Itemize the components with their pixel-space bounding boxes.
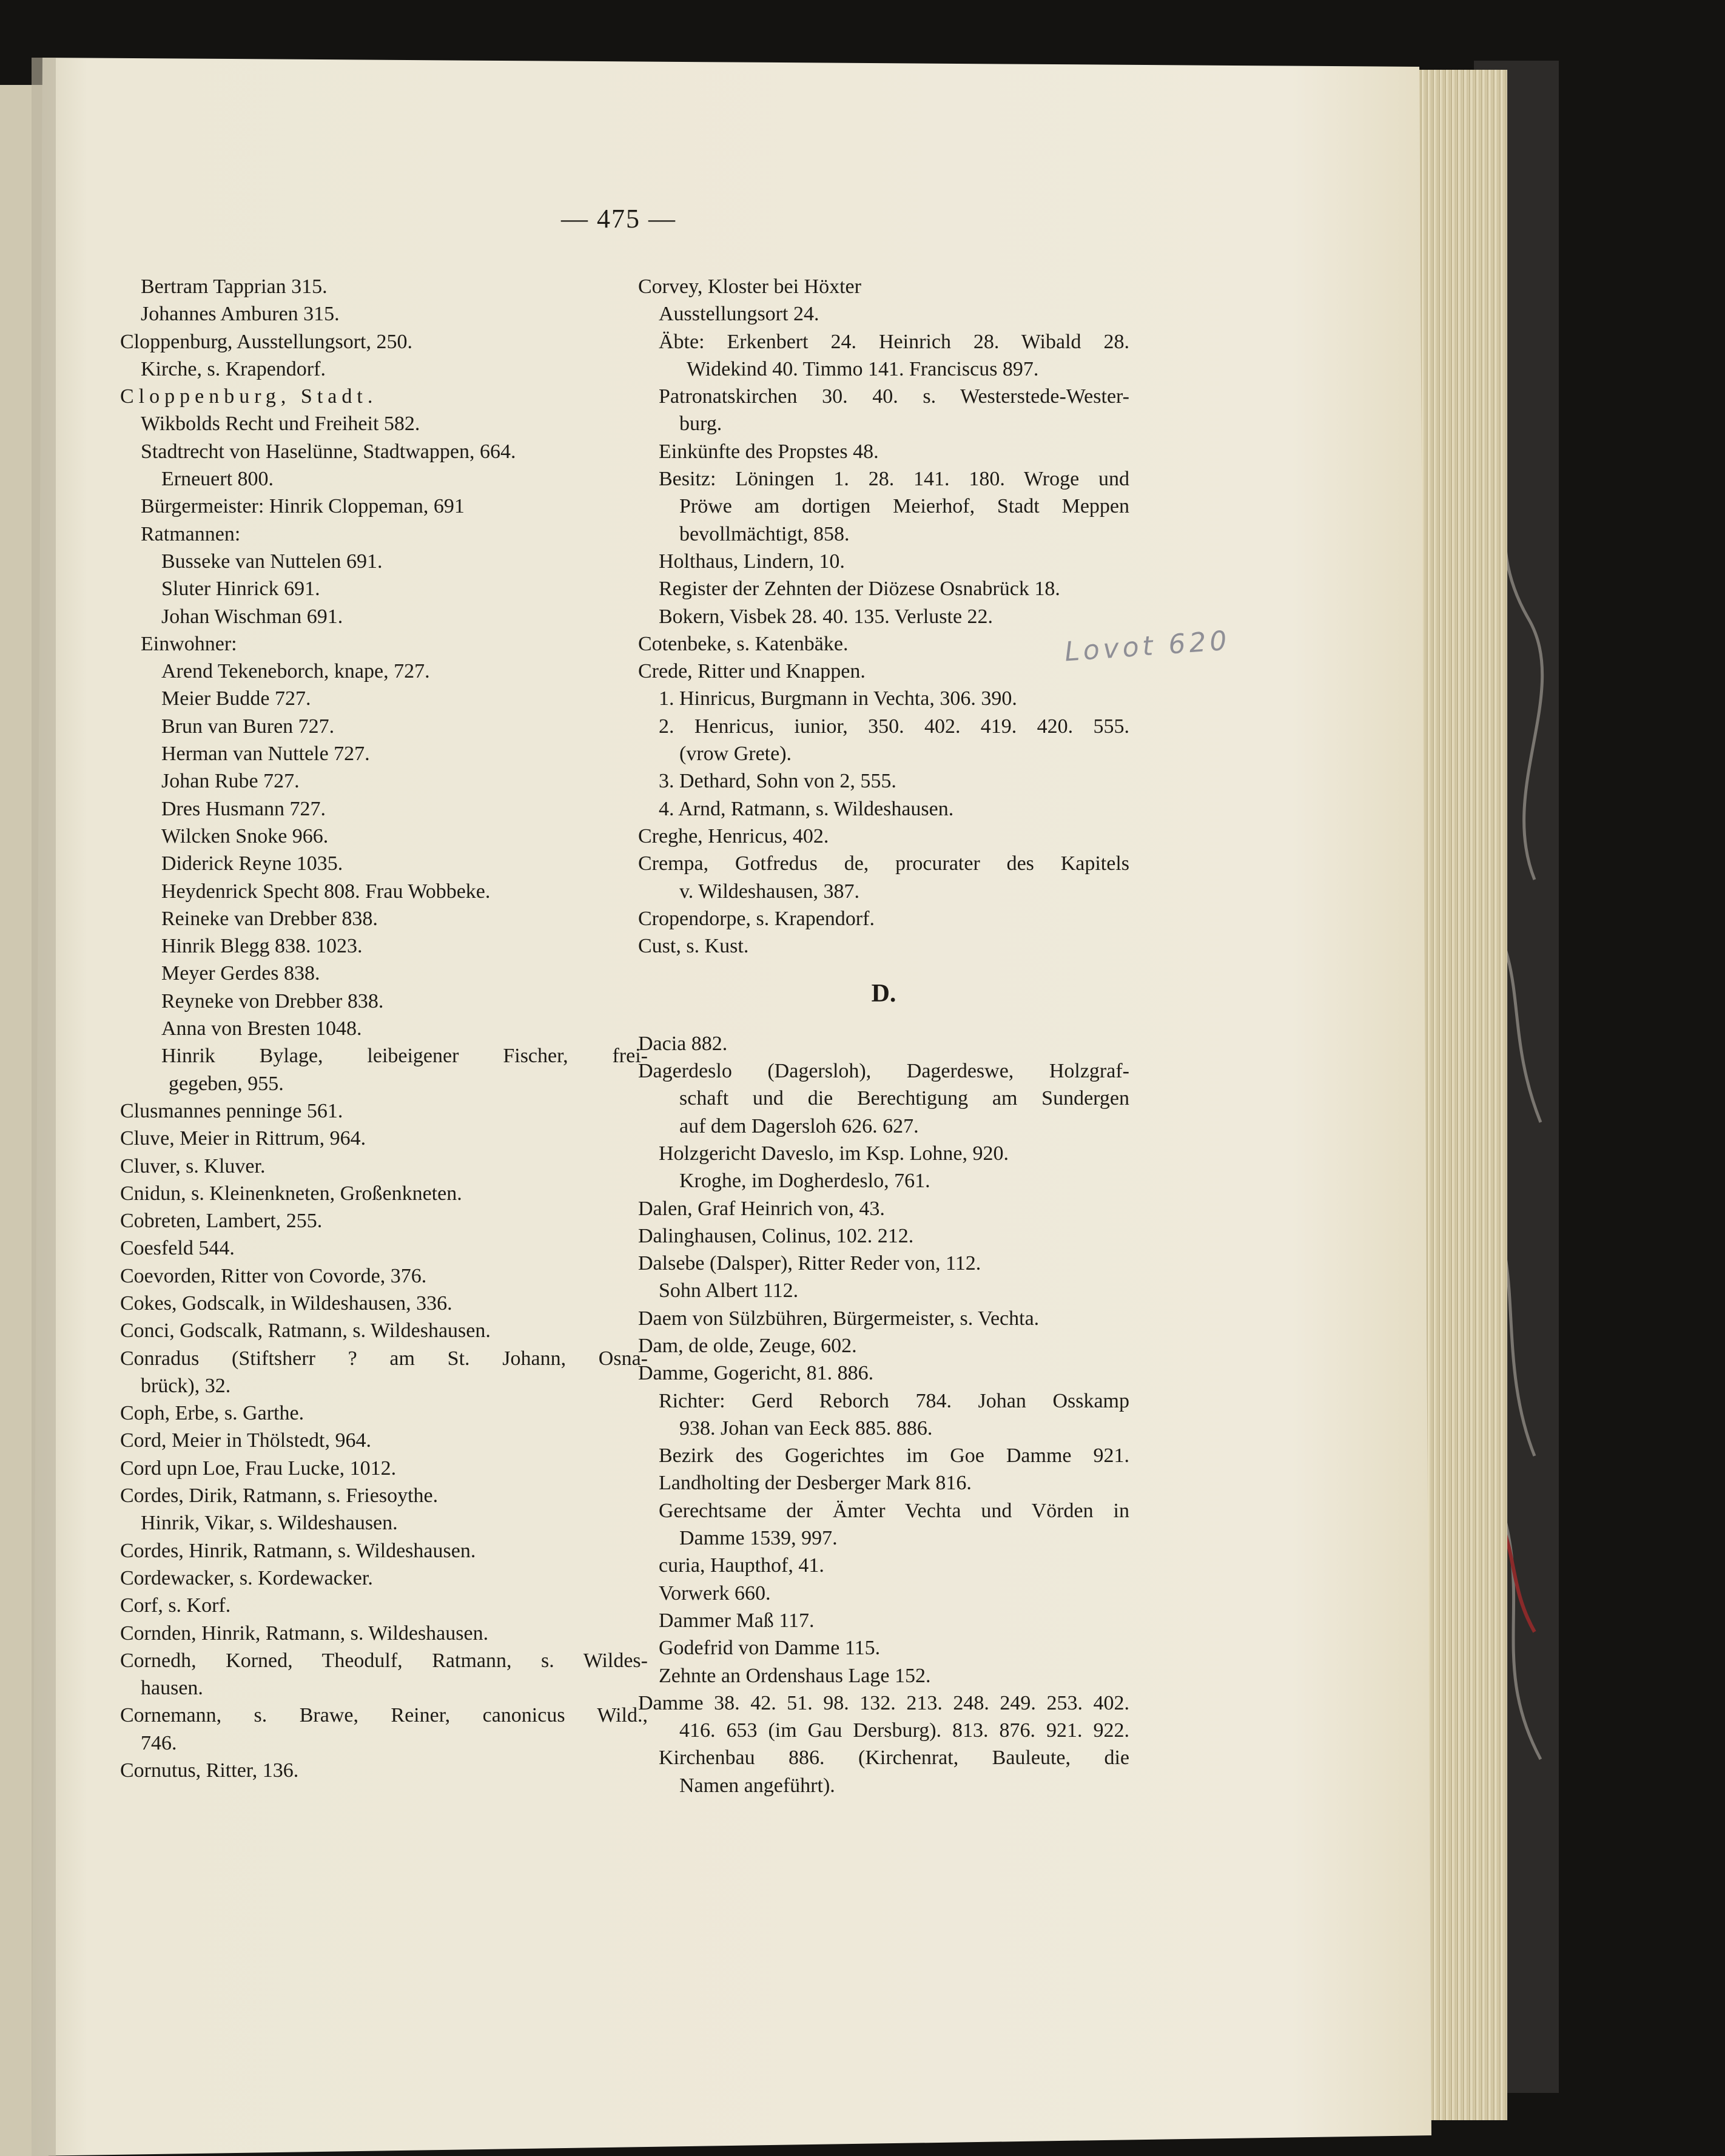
- index-entry: Arend Tekeneborch, knape, 727.: [161, 660, 430, 683]
- index-entry: Daem von Sülzbühren, Bürgermeister, s. Vechta.: [638, 1307, 1040, 1330]
- index-entry: Hinrik Bylage, leibeigener Fischer, frei-: [161, 1045, 648, 1068]
- index-entry: 938. Johan van Eeck 885. 886.: [679, 1417, 933, 1440]
- index-entry: Ratmannen:: [141, 522, 241, 545]
- index-entry: Erneuert 800.: [161, 468, 274, 491]
- index-entry: Dalsebe (Dalsper), Ritter Reder von, 112.: [638, 1252, 981, 1275]
- index-entry: Damme 1539, 997.: [679, 1527, 838, 1550]
- index-entry: Zehnte an Ordenshaus Lage 152.: [659, 1664, 931, 1687]
- index-entry: Widekind 40. Timmo 141. Franciscus 897.: [687, 357, 1039, 380]
- index-entry: burg.: [679, 413, 722, 436]
- index-entry: Busseke van Nuttelen 691.: [161, 550, 383, 573]
- index-entry: Dacia 882.: [638, 1032, 728, 1055]
- index-entry: Corvey, Kloster bei Höxter: [638, 275, 861, 298]
- index-entry: Johannes Amburen 315.: [141, 303, 340, 326]
- index-entry: Gerechtsame der Ämter Vechta und Vörden in: [659, 1499, 1129, 1522]
- index-entry: Cotenbeke, s. Katenbäke.: [638, 632, 849, 655]
- index-entry: gegeben, 955.: [169, 1072, 284, 1095]
- index-entry: Bokern, Visbek 28. 40. 135. Verluste 22.: [659, 605, 994, 628]
- index-entry: bevollmächtigt, 858.: [679, 522, 850, 545]
- index-entry: Godefrid von Damme 115.: [659, 1637, 881, 1660]
- index-entry: Damme, Gogericht, 81. 886.: [638, 1362, 874, 1385]
- section-heading: D.: [871, 980, 896, 1008]
- index-entry: Hinrik, Vikar, s. Wildeshausen.: [141, 1512, 398, 1535]
- index-entry: Bezirk des Gogerichtes im Goe Damme 921.: [659, 1444, 1129, 1467]
- index-entry: Holthaus, Lindern, 10.: [659, 550, 845, 573]
- index-entry: Conradus (Stiftsherr ? am St. Johann, Osna-: [120, 1347, 648, 1370]
- index-entry: Cornedh, Korned, Theodulf, Ratmann, s. Wildes-: [120, 1649, 648, 1672]
- index-entry: Cord, Meier in Thölstedt, 964.: [120, 1429, 371, 1452]
- index-entry: Coph, Erbe, s. Garthe.: [120, 1402, 304, 1425]
- index-entry: Clusmannes penninge 561.: [120, 1099, 343, 1122]
- index-entry: Einwohner:: [141, 632, 237, 655]
- index-entry: Cokes, Godscalk, in Wildeshausen, 336.: [120, 1292, 452, 1315]
- index-entry: Johan Rube 727.: [161, 770, 300, 793]
- index-entry: brück), 32.: [141, 1374, 231, 1397]
- index-entry: Cluver, s. Kluver.: [120, 1154, 266, 1177]
- index-entry: Einkünfte des Propstes 48.: [659, 440, 879, 463]
- index-entry: Anna von Bresten 1048.: [161, 1017, 362, 1040]
- index-entry: curia, Haupthof, 41.: [659, 1554, 824, 1577]
- page-number-header: — 475 —: [561, 204, 676, 234]
- index-entry: Coevorden, Ritter von Covorde, 376.: [120, 1264, 427, 1287]
- index-entry: Cord upn Loe, Frau Lucke, 1012.: [120, 1457, 397, 1480]
- index-entry: Ausstellungsort 24.: [659, 303, 819, 326]
- index-entry: Conci, Godscalk, Ratmann, s. Wildeshausen.: [120, 1319, 491, 1342]
- index-entry: Bertram Tapprian 315.: [141, 275, 328, 298]
- index-entry: Pröwe am dortigen Meierhof, Stadt Meppen: [679, 495, 1129, 518]
- index-entry: Crempa, Gotfredus de, procurater des Kapitels: [638, 852, 1129, 875]
- index-entry: Cobreten, Lambert, 255.: [120, 1210, 323, 1233]
- index-entry: Dam, de olde, Zeuge, 602.: [638, 1334, 857, 1357]
- index-entry: Heydenrick Specht 808. Frau Wobbeke.: [161, 880, 491, 903]
- index-entry: Dres Husmann 727.: [161, 797, 326, 820]
- index-entry: Herman van Nuttele 727.: [161, 743, 370, 766]
- index-entry: Landholting der Desberger Mark 816.: [659, 1472, 972, 1495]
- index-entry: Patronatskirchen 30. 40. s. Westerstede-Wester-: [659, 385, 1129, 408]
- index-entry: Cropendorpe, s. Krapendorf.: [638, 907, 875, 930]
- index-entry: Cloppenburg, Stadt.: [120, 385, 378, 408]
- index-entry: Register der Zehnten der Diözese Osnabrück 18.: [659, 578, 1060, 601]
- index-entry: schaft und die Berechtigung am Sundergen: [679, 1087, 1129, 1110]
- index-entry: 3. Dethard, Sohn von 2, 555.: [659, 770, 896, 793]
- index-entry: 2. Henricus, iunior, 350. 402. 419. 420. 555.: [659, 715, 1129, 738]
- index-entry: Dalinghausen, Colinus, 102. 212.: [638, 1224, 914, 1247]
- index-entry: 1. Hinricus, Burgmann in Vechta, 306. 390.: [659, 687, 1017, 710]
- index-entry: Cluve, Meier in Rittrum, 964.: [120, 1127, 366, 1150]
- index-entry: Besitz: Löningen 1. 28. 141. 180. Wroge und: [659, 468, 1129, 491]
- index-entry: Kirche, s. Krapendorf.: [141, 357, 326, 380]
- index-entry: Cornemann, s. Brawe, Reiner, canonicus Wild.,: [120, 1704, 648, 1727]
- index-entry: Sohn Albert 112.: [659, 1279, 799, 1302]
- index-entry: Äbte: Erkenbert 24. Heinrich 28. Wibald 28.: [659, 330, 1129, 353]
- index-entry: 746.: [141, 1731, 177, 1754]
- pencil-annotation: Lovot 620: [1063, 625, 1232, 668]
- index-entry: hausen.: [141, 1677, 203, 1700]
- index-entry: Wikbolds Recht und Freiheit 582.: [141, 413, 420, 436]
- index-entry: Wilcken Snoke 966.: [161, 824, 329, 847]
- index-column-right: [638, 273, 1129, 1799]
- index-entry: Damme 38. 42. 51. 98. 132. 213. 248. 249. 253. 402.: [638, 1691, 1129, 1714]
- index-entry: Cloppenburg, Ausstellungsort, 250.: [120, 330, 412, 353]
- index-entry: Richter: Gerd Reborch 784. Johan Osskamp: [659, 1389, 1129, 1412]
- index-entry: Cordewacker, s. Kordewacker.: [120, 1566, 373, 1589]
- index-entry: Meier Budde 727.: [161, 687, 311, 710]
- index-entry: Vorwerk 660.: [659, 1582, 771, 1605]
- index-entry: Brun van Buren 727.: [161, 715, 335, 738]
- index-entry: Dagerdeslo (Dagersloh), Dagerdeswe, Holzgraf-: [638, 1060, 1129, 1083]
- index-entry: 416. 653 (im Gau Dersburg). 813. 876. 921. 922.: [679, 1719, 1129, 1742]
- index-entry: Hinrik Blegg 838. 1023.: [161, 935, 363, 958]
- index-column-left: [120, 273, 648, 1784]
- index-entry: Meyer Gerdes 838.: [161, 962, 320, 985]
- index-entry: Cnidun, s. Kleinenkneten, Großenkneten.: [120, 1182, 462, 1205]
- index-entry: Diderick Reyne 1035.: [161, 852, 343, 875]
- index-entry: v. Wildeshausen, 387.: [679, 880, 860, 903]
- index-entry: Sluter Hinrick 691.: [161, 578, 320, 601]
- index-entry: Holzgericht Daveslo, im Ksp. Lohne, 920.: [659, 1142, 1009, 1165]
- index-entry: Reyneke von Drebber 838.: [161, 989, 384, 1012]
- index-entry: Dammer Maß 117.: [659, 1609, 815, 1632]
- index-entry: Cordes, Dirik, Ratmann, s. Friesoythe.: [120, 1484, 439, 1508]
- gutter-shadow: [32, 58, 56, 2156]
- index-entry: Coesfeld 544.: [120, 1237, 235, 1260]
- index-entry: Bürgermeister: Hinrik Cloppeman, 691: [141, 495, 465, 518]
- index-entry: Cordes, Hinrik, Ratmann, s. Wildeshausen.: [120, 1539, 476, 1562]
- index-entry: Cornden, Hinrik, Ratmann, s. Wildeshausen.: [120, 1622, 489, 1645]
- index-entry: Kirchenbau 886. (Kirchenrat, Bauleute, die: [659, 1747, 1129, 1770]
- index-entry: Reineke van Drebber 838.: [161, 907, 378, 930]
- index-entry: Corf, s. Korf.: [120, 1594, 231, 1617]
- index-entry: Crede, Ritter und Knappen.: [638, 660, 866, 683]
- index-entry: auf dem Dagersloh 626. 627.: [679, 1114, 919, 1137]
- index-entry: (vrow Grete).: [679, 743, 792, 766]
- index-entry: Creghe, Henricus, 402.: [638, 824, 829, 847]
- index-entry: 4. Arnd, Ratmann, s. Wildeshausen.: [659, 797, 954, 820]
- index-entry: Stadtrecht von Haselünne, Stadtwappen, 664.: [141, 440, 516, 463]
- index-entry: Kroghe, im Dogherdeslo, 761.: [679, 1170, 930, 1193]
- index-entry: Dalen, Graf Heinrich von, 43.: [638, 1197, 885, 1220]
- index-entry: Johan Wischman 691.: [161, 605, 343, 628]
- index-entry: Cornutus, Ritter, 136.: [120, 1759, 299, 1782]
- index-entry: Cust, s. Kust.: [638, 935, 749, 958]
- index-entry: Namen angeführt).: [679, 1774, 835, 1797]
